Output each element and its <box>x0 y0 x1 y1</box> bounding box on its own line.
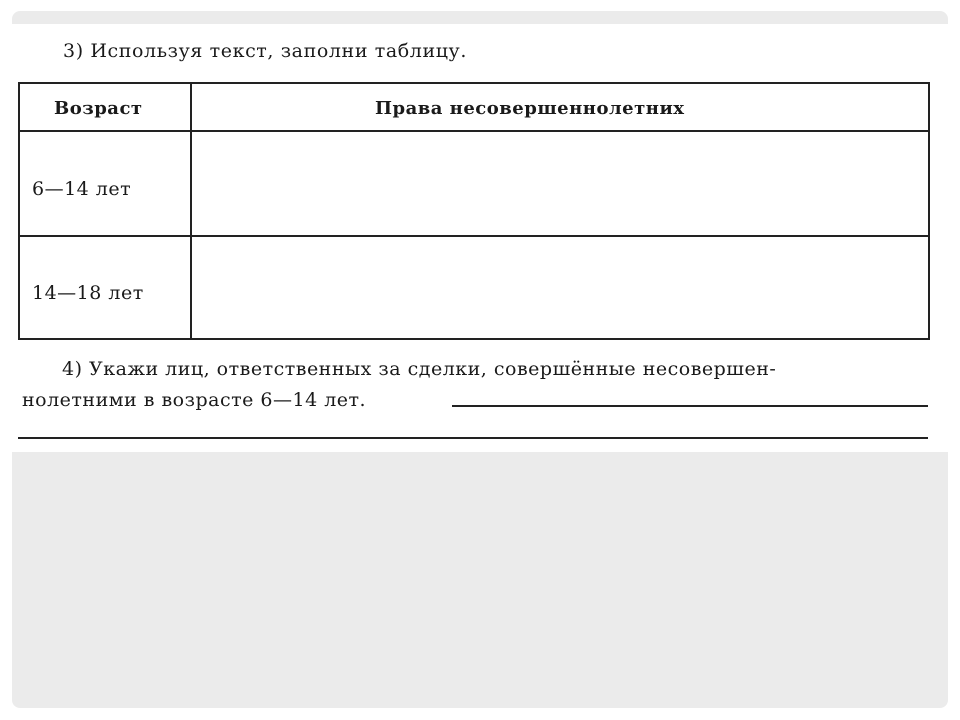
header-age: Возраст <box>54 98 143 119</box>
task-4-line-2: нолетними в возрасте 6—14 лет. <box>22 389 367 411</box>
row-age-14-18: 14—18 лет <box>32 282 144 304</box>
rights-cell-14-18[interactable] <box>192 237 928 338</box>
task-3-instruction: 3) Используя текст, заполни таблицу. <box>63 40 467 62</box>
answer-blank-line-2[interactable] <box>18 437 928 439</box>
rights-cell-6-14[interactable] <box>192 132 928 235</box>
header-rights: Права несовершеннолетних <box>375 98 685 119</box>
task-4-line-1: 4) Укажи лиц, ответственных за сделки, совершённые несовершен- <box>62 358 777 380</box>
answer-blank-line-1[interactable] <box>452 405 928 407</box>
row-age-6-14: 6—14 лет <box>32 178 132 200</box>
rights-table <box>18 82 930 340</box>
